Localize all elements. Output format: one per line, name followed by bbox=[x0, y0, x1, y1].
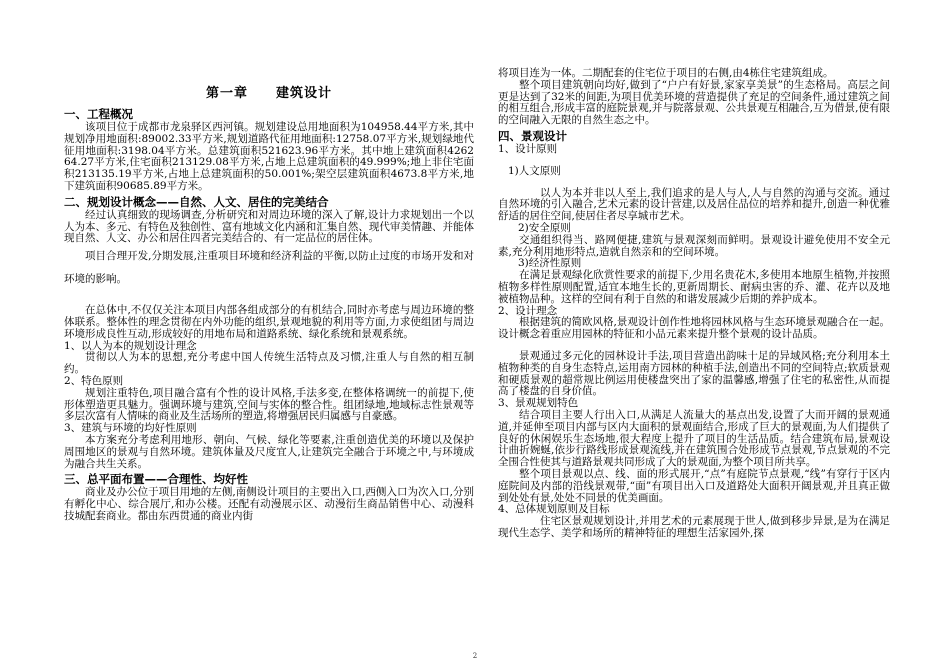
paragraph-concept: 经过认真细致的现场调查,分析研究和对周边环境的深入了解,设计力求规划出一个以人为本、多元、有特色及独创性、富有地域文化内涵和汇集自然、现代审美情趣、并能体现自然、人文、办公和居住四者完美结合的、有一定品位的居住体。 bbox=[64, 208, 474, 245]
paragraph-people-first: 贯彻以人为本的思想,充分考虑中国人传统生活特点及习惯,注重人与自然的相互制约。 bbox=[64, 351, 474, 376]
paragraph-safety: 交通组织得当、路网便捷,建筑与景观深刻而鲜明。景观设计避免使用不安全元素,充分利用地形特点,造就自然亲和的空间环境。 bbox=[498, 233, 890, 258]
page-number: 2 bbox=[472, 652, 478, 660]
list-item-design-principles: 1、设计原则 bbox=[498, 142, 558, 155]
paragraph-overview: 该项目位于成都市龙泉驿区西河镇。规划建设总用地面积为104958.44平方米,其中规划净用地面积:89002.33平方米,规划道路代征用地面积:12758.07平方米,规划绿地代征用地面积:3198.04平方米。总建筑面积521623.96平方米。其中地上建筑面积426264.27平方米,住宅面积213129.08平方米,占地上总建筑面积的49.999%;地上非住宅面积213135.19平方米,占地上总建筑面积的50.001%;架空层建筑面积4673.8平方米,地下建筑面积90685.89平方米。 bbox=[64, 121, 474, 192]
list-item-people-first: 1、以人为本的规划设计理念 bbox=[64, 339, 197, 352]
list-item-design-concept: 2、设计理念 bbox=[498, 304, 558, 317]
paragraph-design-concept: 根据建筑的简欧风格,景观设计创作性地将园林风格与生态环境景观融合在一起。设计概念着重应用园林的特征和小品元素来提升整个景观的设计品质。 bbox=[498, 316, 890, 341]
paragraph-development: 项目合理开发,分期发展,注重项目环境和经济利益的平衡,以防止过度的市场开发和对环境的影响。 bbox=[64, 250, 474, 286]
paragraph-garden-techniques: 景观通过多元化的园林设计手法,项目营造出韵味十足的异域风格;充分利用本土植物种类的自身生态特点,运用南方园林的种植手法,创造出不同的空间特点;软质景观和硬质景观的超常规比例运用使楼盘突出了家的温馨感,增强了住宅的私密性,从而提高了楼盘的自身价值。 bbox=[498, 349, 890, 398]
list-item-master-plan: 4、总体规划原则及目标 bbox=[498, 503, 610, 516]
section-heading-concept: 二、规划设计概念——自然、人文、居住的完美结合 bbox=[64, 194, 329, 209]
left-column bbox=[64, 68, 474, 523]
paragraph-point-line-plane: 整个项目景观以点、线、面的形式展开,“点”有庭院节点景观,“线”有穿行于区内庭院间及内部的沿线景观带,“面”有项目出入口及道路处大面积开阔景观,并且真正做到处处有景,处处不同景的优美画面。 bbox=[498, 467, 890, 504]
paragraph-humanity: 以人为本并非以人至上,我们追求的是人与人,人与自然的沟通与交流。通过自然环境的引入融合,艺术元素的设计营建,以及居住品位的培养和提升,创造一种优雅舒适的居住空间,使居住者尽享城市艺术。 bbox=[498, 186, 890, 223]
paragraph-feature: 规划注重特色,项目融合富有个性的设计风格,手法多变,在整体格调统一的前提下,使形体塑造更具魅力。强调环境与建筑,空间与实体的整合性。组团绿地,地域标志性景观等多层次富有人情味的商业及生活场所的塑造,将增强居民归属感与自豪感。 bbox=[64, 386, 474, 423]
list-item-economy: 3)经济性原则 bbox=[518, 257, 582, 270]
paragraph-master-plan: 住宅区景观规划设计,并用艺术的元素展现于世人,做到移步异景,是为在满足现代生态学、美学和场所的精神特征的理想生活家园外,探 bbox=[498, 515, 890, 539]
paragraph-layout: 商业及办公位于项目用地的左侧,南侧设计项目的主要出入口,西侧入口为次入口,分别有孵化中心、综合展厅,和办公楼。还配有动漫展示区、动漫衍生商品销售中心、动漫科技城配套商业。都由东西贯通的商业内街 bbox=[64, 486, 474, 522]
chapter-title bbox=[64, 82, 474, 101]
paragraph-balance: 本方案充分考虑利用地形、朝向、气候、绿化等要素,注重创造优美的环境以及保护周围地区的景观与自然环境。建筑体量及尺度宜人,让建筑完全融合于环境之中,与环境成为融合共生关系。 bbox=[64, 433, 474, 470]
section-heading-landscape: 四、景观设计 bbox=[498, 128, 567, 143]
paragraph-landscape-features: 结合项目主要人行出入口,从满足人流量大的基点出发,设置了大而开阔的景观通道,并延伸至项目内部与区内大面积的景观面结合,形成了巨大的景观面,为人们提供了良好的休闲娱乐生态场地,很大程度上提升了项目的生活品质。结合建筑布局,景观设计曲折婉蜒,依步行路线形成景观流线,并在建筑围合处形成节点景观,节点景观的不完全围合性使其与道路景观共同形成了大的景观面,为整个项目所共享。 bbox=[498, 408, 890, 469]
list-item-landscape-features: 3、景观规划特色 bbox=[498, 397, 579, 410]
list-item-safety: 2)安全原则 bbox=[518, 221, 571, 234]
paragraph-continuation: 将项目连为一体。二期配套的住宅位于项目的右侧,由4栋住宅建筑组成。 bbox=[498, 67, 834, 79]
paragraph-integration: 在总体中,不仅仅关注本项目内部各组成部分的有机结合,同时亦考虑与周边环境的整体联系。整体性的理念贯彻在内外功能的组织,景观地貌的利用等方面,力求使组团与周边环境形成良性互动,形成较好的用地布局和道路系统、绿化系统和景观系统。 bbox=[64, 304, 474, 340]
section-heading-overview: 一、工程概况 bbox=[64, 107, 133, 121]
list-item-balance: 3、建筑与环境的均好性原则 bbox=[64, 422, 197, 435]
paragraph-economy: 在满足景观绿化欣赏性要求的前提下,少用名贵花木,多使用本地原生植物,并按照植物多样性原则配置,适宜本地生长的,更新周期长、耐病虫害的乔、灌、花卉以及地被植物品种。这样的空间有利于自然的和谐发展减少后期的养护成本。 bbox=[498, 269, 890, 305]
paragraph-orientation: 整个项目建筑朝向均好,做到了“户户有好景,家家享美景”的生态格局。高层之间更是达到了32米的间距,为项目优美环境的营造提供了充足的空间条件,通过建筑之间的相互组合,形成丰富的庭院景观,并与院落景观、公共景观互相融合,互为借景,使有限的空间融入无限的自然生态之中。 bbox=[498, 78, 890, 127]
section-heading-layout: 三、总平面布置——合理性、均好性 bbox=[64, 472, 248, 487]
chapter-name: 建筑设计 bbox=[276, 86, 333, 101]
right-column bbox=[498, 68, 890, 540]
list-item-feature: 2、特色原则 bbox=[64, 374, 124, 387]
chapter-number: 第一章 bbox=[205, 86, 248, 101]
list-item-humanity: 1)人文原则 bbox=[508, 164, 561, 177]
